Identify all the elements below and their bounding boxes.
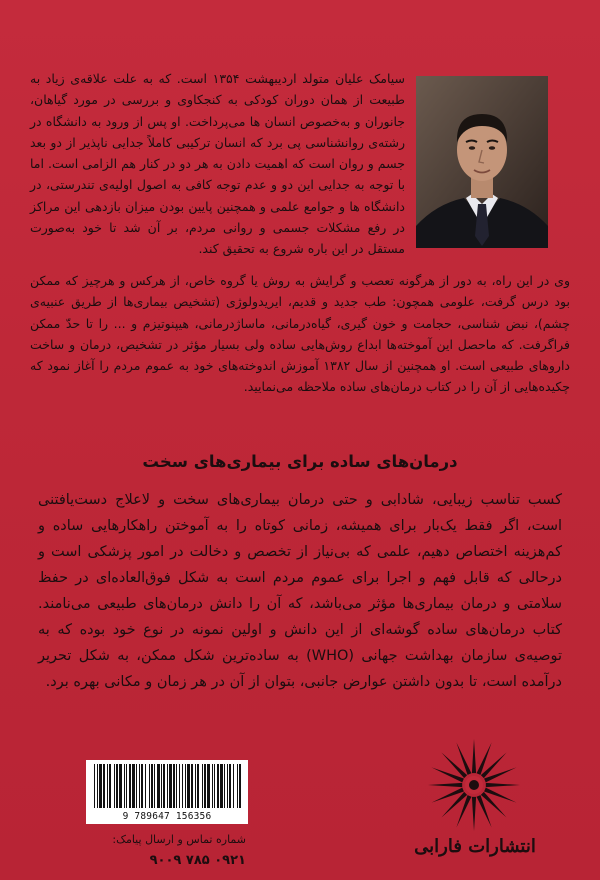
publisher-name: انتشارات فارابی bbox=[414, 836, 536, 857]
barcode-digits: 9 789647 156356 bbox=[122, 811, 212, 822]
author-photo bbox=[416, 76, 548, 248]
contact-number: ۰۹۲۱ ۷۸۵ ۹۰۰۹ bbox=[149, 853, 246, 868]
author-bio-paragraph-1: سیامک علیان متولد اردیبهشت ۱۳۵۴ است. که به علت علاقه‌ی زیاد به طبیعت از همان دوران کودکی به کنجکاوی و بررسی در مورد گیاهان، جانوران و به‌خصوص انسان ها می‌پرداخت. او پس از ورود به دانشگاه در رشته‌ی روانشناسی پی برد که انسان ترکیبی کاملاً جدایی ناپذیر از دو بعد جسم و روان است که اهمیت دادن به هر دو در کنار هم الزامی است. اما با توجه به جدایی این دو و عدم توجه کافی به اصول اولیه‌ی تندرستی، در دانشگاه ها و جوامع علمی و همچنین پایین بودن میزان بازدهی این مراکز در رفع مشکلات جسمی و روانی مردم، بر آن شد تا خود به‌صورت مستقل در این باره شروع به تحقیق کند. bbox=[30, 71, 405, 257]
contact-label: شماره تماس و ارسال پیامک: bbox=[112, 833, 246, 846]
author-bio-paragraph-2: وی در این راه، به دور از هرگونه تعصب و گرایش به روش یا گروه خاص، از هرکس و هرچیز که ممکن بود درس گرفت، علومی همچون: طب جدید و قدیم، ایریدولوژی (تشخیص بیماری‌ها از طریق عنبیه‌ی چشم)، نبض شناسی، حجامت و خون گیری، گیاه‌درمانی، ماساژدرمانی، هیپنوتیزم و ... را تا حدّ ممکن فراگرفت. که ماحصل این آموخته‌ها ابداع روش‌هایی ساده ولی بسیار مؤثر در تشخیص، درمان و ساخت داروهای طبیعی است. او همچنین از سال ۱۳۸۲ آموزش اندوخته‌های خود به عموم مردم را آغاز نمود که چکیده‌هایی از آن را در کتاب درمان‌های ساده ملاحظه می‌نمایید. bbox=[30, 273, 570, 395]
barcode-bars bbox=[86, 760, 248, 810]
section-title: درمان‌های ساده برای بیماری‌های سخت bbox=[142, 452, 458, 471]
section-body: کسب تناسب زیبایی، شادابی و حتی درمان بیماری‌های سخت و لاعلاج دست‌یافتنی است، اگر فقط یک‌بار برای همیشه، زمانی کوتاه را به آموختن راهکارهایی ساده و کم‌هزینه اختصاص دهیم، علمی که بی‌نیاز از تخصص و دخالت در امور پزشکی است و درحالی که قابل فهم و اجرا برای عموم مردم است به شکل فوق‌العاده‌ای در حفظ سلامتی و درمان بیماری‌ها مؤثر می‌باشد، که آن را دانش درمان‌های طبیعی می‌نامند. کتاب درمان‌های ساده گوشه‌ای از این دانش و اولین نمونه در نوع خود بوده که به توصیه‌ی سازمان بهداشت جهانی (WHO) به ساده‌ترین شکل ممکن، به شکل تحریر درآمده است، تا بدون داشتن عوارض جانبی، بتوان از آن در هر زمان و مکانی بهره برد. bbox=[38, 492, 562, 690]
isbn-barcode bbox=[86, 760, 248, 824]
publisher-logo-icon bbox=[424, 735, 524, 835]
